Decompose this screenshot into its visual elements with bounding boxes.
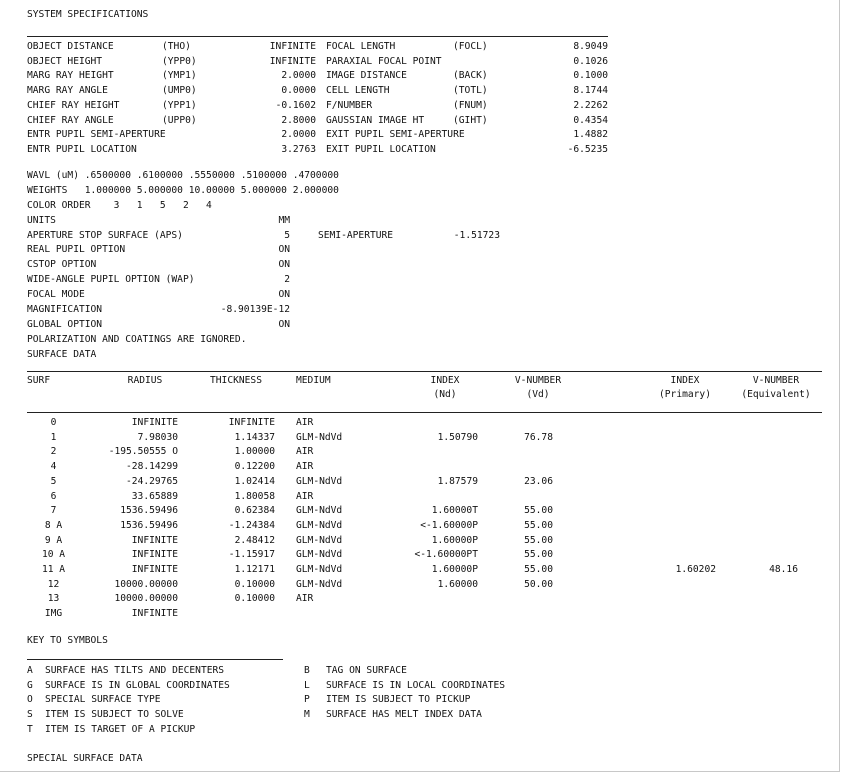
cell-medium: GLM-NdVd (296, 578, 343, 590)
spec-value: 2.0000 (281, 129, 316, 141)
header-surf: SURF (27, 375, 51, 386)
cell-surf: 13 (47, 593, 60, 605)
cell-thickness: 0.10000 (234, 593, 275, 605)
spec-code: (GIHT) (453, 114, 488, 126)
spec-code: (YMP1) (162, 70, 197, 82)
cell-index-primary (652, 461, 716, 473)
cell-medium: GLM-NdVd (296, 549, 343, 561)
aps-label: APERTURE STOP SURFACE (APS) (27, 230, 183, 241)
header-vnumber-equiv-sub: (Equivalent) (741, 389, 811, 400)
cell-radius: INFINITE (131, 608, 178, 620)
cell-vnumber: 50.00 (524, 578, 553, 590)
wap-value: 2 (284, 274, 290, 285)
cell-radius: 10000.00000 (114, 593, 178, 605)
cell-index-primary (652, 417, 716, 429)
cell-medium: AIR (296, 593, 314, 605)
cell-vnumber (500, 417, 553, 429)
cell-vnumber-equiv (740, 476, 798, 488)
cell-index (398, 491, 478, 503)
cell-index: 1.60000T (431, 505, 478, 517)
cell-index-primary (652, 491, 716, 503)
cell-medium: GLM-NdVd (296, 475, 343, 487)
cell-index: <-1.60000P (420, 519, 478, 531)
cell-vnumber-equiv (740, 505, 798, 517)
spec-code: (FOCL) (453, 41, 488, 52)
cell-vnumber: 55.00 (524, 505, 553, 517)
spec-label: ENTR PUPIL SEMI-APERTURE (27, 129, 166, 141)
units-value: MM (278, 215, 290, 226)
cell-index-primary (652, 505, 716, 517)
header-vnumber-equiv: V-NUMBER (752, 375, 800, 386)
cell-index-primary (652, 520, 716, 532)
cell-vnumber: 55.00 (524, 534, 553, 546)
spec-code: (UPP0) (162, 114, 197, 126)
key-symbol: P (304, 694, 310, 706)
header-index-sub: (Nd) (433, 389, 457, 400)
magnification-label: MAGNIFICATION (27, 304, 103, 315)
wap-label: WIDE-ANGLE PUPIL OPTION (WAP) (27, 274, 195, 285)
focal-mode-value: ON (278, 289, 290, 300)
key-symbol: B (304, 665, 310, 676)
cell-vnumber (500, 608, 553, 620)
spec-label: CHIEF RAY HEIGHT (27, 99, 120, 111)
header-vnumber: V-NUMBER (514, 375, 562, 386)
cell-vnumber (500, 461, 553, 473)
key-text: TAG ON SURFACE (326, 665, 407, 676)
spec-code: (UMP0) (162, 85, 197, 97)
cell-radius: -28.14299 (126, 461, 178, 473)
cell-surf: 11 A (41, 564, 66, 575)
cell-radius: -195.50555 O (108, 446, 178, 458)
weights-line: WEIGHTS 1.000000 5.000000 10.00000 5.000000 2.000000 (27, 185, 339, 196)
header-index-primary: INDEX (670, 375, 700, 386)
spec-value: -0.1602 (275, 99, 316, 111)
cell-surf: IMG (44, 608, 63, 620)
key-text: ITEM IS SUBJECT TO SOLVE (45, 709, 184, 721)
cell-radius: INFINITE (131, 534, 178, 546)
cell-index (398, 461, 478, 473)
cell-index: 1.60000 (437, 578, 478, 590)
cell-thickness: 1.14337 (234, 431, 275, 443)
cell-vnumber-equiv (740, 535, 798, 547)
cell-radius: INFINITE (131, 564, 178, 575)
specs-top-rule (27, 36, 608, 37)
cell-index (398, 608, 478, 620)
spec-value: 0.4354 (573, 114, 608, 126)
spec-code: (YPP0) (162, 55, 197, 67)
cell-thickness: -1.15917 (228, 549, 275, 561)
key-text: SURFACE HAS MELT INDEX DATA (326, 709, 482, 721)
header-index-primary-sub: (Primary) (659, 389, 711, 400)
magnification-value: -8.90139E-12 (220, 304, 290, 315)
cell-index-primary: 1.60202 (675, 564, 716, 575)
cell-thickness: 2.48412 (234, 534, 275, 546)
cell-vnumber-equiv: 48.16 (769, 564, 798, 575)
cell-index (398, 593, 478, 605)
cell-thickness: 0.62384 (234, 505, 275, 517)
cell-medium: GLM-NdVd (296, 564, 343, 575)
key-symbol: G (27, 679, 33, 691)
report-title: SYSTEM SPECIFICATIONS (27, 9, 149, 20)
cell-index (398, 446, 478, 458)
spec-label: OBJECT HEIGHT (27, 55, 103, 67)
key-text: SURFACE IS IN LOCAL COORDINATES (326, 679, 506, 691)
cell-thickness: 1.12171 (234, 564, 275, 575)
spec-value: 8.9049 (573, 41, 608, 52)
key-text: SURFACE HAS TILTS AND DECENTERS (45, 665, 225, 676)
spec-label: EXIT PUPIL SEMI-APERTURE (326, 129, 465, 141)
key-symbol: S (27, 709, 33, 721)
cell-medium: GLM-NdVd (296, 519, 343, 531)
units-label: UNITS (27, 215, 56, 226)
wavelengths-line: WAVL (uM) .6500000 .6100000 .5550000 .5100000 .4700000 (27, 170, 339, 181)
special-surface-data-heading: SPECIAL SURFACE DATA (27, 753, 143, 764)
cell-thickness: -1.24384 (228, 519, 275, 531)
cell-radius: 7.98030 (137, 431, 178, 443)
header-thickness: THICKNESS (210, 375, 262, 386)
spec-label: ENTR PUPIL LOCATION (27, 143, 137, 155)
cell-index-primary (652, 432, 716, 444)
cell-index: 1.60000P (431, 564, 478, 575)
cell-vnumber-equiv (740, 593, 798, 605)
cell-surf: 4 (50, 461, 57, 473)
cell-vnumber-equiv (740, 446, 798, 458)
table-header-rule (27, 412, 822, 413)
spec-label: F/NUMBER (326, 99, 373, 111)
spec-value: 0.1026 (573, 55, 608, 67)
cell-index: 1.60000P (431, 534, 478, 546)
cell-vnumber: 55.00 (524, 564, 553, 575)
table-top-rule (27, 371, 822, 372)
spec-value: INFINITE (269, 41, 316, 52)
cell-thickness (200, 608, 275, 620)
cell-medium: AIR (296, 490, 314, 502)
cell-thickness: 0.12200 (234, 461, 275, 473)
spec-value: INFINITE (269, 55, 316, 67)
cell-thickness: 1.80058 (234, 490, 275, 502)
aps-value: 5 (284, 230, 290, 241)
key-text: SPECIAL SURFACE TYPE (45, 694, 161, 706)
cell-vnumber-equiv (740, 491, 798, 503)
cell-radius: INFINITE (131, 549, 178, 561)
spec-code: (BACK) (453, 70, 488, 82)
header-radius: RADIUS (127, 375, 163, 386)
cell-index: 1.50790 (437, 431, 478, 443)
cell-thickness: 1.02414 (234, 475, 275, 487)
spec-value: 3.2763 (281, 143, 316, 155)
spec-label: OBJECT DISTANCE (27, 41, 114, 52)
cell-vnumber (500, 446, 553, 458)
spec-value: 0.0000 (281, 85, 316, 97)
cell-index (398, 417, 478, 429)
cell-vnumber-equiv (740, 432, 798, 444)
cell-index-primary (652, 476, 716, 488)
spec-label: PARAXIAL FOCAL POINT (326, 55, 442, 67)
spec-label: CELL LENGTH (326, 85, 390, 97)
spec-code: (TOTL) (453, 85, 488, 97)
spec-label: CHIEF RAY ANGLE (27, 114, 114, 126)
spec-label: EXIT PUPIL LOCATION (326, 143, 436, 155)
semi-aperture-value: -1.51723 (453, 230, 500, 241)
spec-value: 8.1744 (573, 85, 608, 97)
cell-index: 1.87579 (437, 475, 478, 487)
cell-surf: 1 (50, 431, 57, 443)
cell-index: <-1.60000PT (414, 549, 478, 561)
cell-surf: 7 (50, 505, 57, 517)
cell-vnumber-equiv (740, 549, 798, 561)
cell-medium: GLM-NdVd (296, 431, 343, 443)
key-symbol: A (27, 665, 33, 676)
spec-code: (YPP1) (162, 99, 197, 111)
focal-mode-label: FOCAL MODE (27, 289, 85, 300)
key-text: ITEM IS TARGET OF A PICKUP (45, 723, 196, 735)
real-pupil-label: REAL PUPIL OPTION (27, 244, 126, 255)
cell-surf: 2 (50, 446, 57, 458)
cell-surf: 6 (50, 490, 57, 502)
header-index: INDEX (430, 375, 460, 386)
cell-vnumber-equiv (740, 417, 798, 429)
spec-value: 2.2262 (573, 99, 608, 111)
spec-value: 0.1000 (573, 70, 608, 82)
header-medium: MEDIUM (296, 375, 331, 386)
cell-surf: 8 A (44, 519, 63, 531)
spec-value: 2.8000 (281, 114, 316, 126)
real-pupil-value: ON (278, 244, 290, 255)
cell-surf: 9 A (44, 534, 63, 546)
cstop-value: ON (278, 259, 290, 270)
header-vnumber-sub: (Vd) (526, 389, 550, 400)
spec-value: -6.5235 (567, 143, 608, 155)
cell-radius: 1536.59496 (120, 519, 178, 531)
color-order-line: COLOR ORDER 3 1 5 2 4 (27, 200, 212, 211)
cell-vnumber: 76.78 (524, 431, 553, 443)
spec-value: 1.4882 (573, 129, 608, 141)
cell-index-primary (652, 446, 716, 458)
key-symbol: O (27, 694, 33, 706)
cell-index-primary (652, 593, 716, 605)
cell-vnumber-equiv (740, 579, 798, 591)
cell-radius: -24.29765 (126, 475, 178, 487)
spec-label: FOCAL LENGTH (326, 41, 396, 52)
global-option-label: GLOBAL OPTION (27, 319, 103, 330)
spec-label: MARG RAY ANGLE (27, 85, 108, 97)
cell-vnumber-equiv (740, 520, 798, 532)
cell-surf: 12 (47, 578, 60, 590)
cell-vnumber-equiv (740, 461, 798, 473)
cell-radius: 33.65889 (131, 490, 178, 502)
cell-vnumber (500, 593, 553, 605)
key-symbol: T (27, 723, 33, 735)
cell-medium: AIR (296, 461, 314, 473)
key-symbol: L (304, 679, 310, 691)
cell-medium: GLM-NdVd (296, 534, 343, 546)
cell-vnumber: 55.00 (524, 519, 553, 531)
cell-vnumber: 55.00 (524, 549, 553, 561)
cell-vnumber (500, 491, 553, 503)
cell-surf: 0 (50, 417, 57, 428)
spec-code: (FNUM) (453, 99, 488, 111)
semi-aperture-label: SEMI-APERTURE (318, 230, 394, 241)
cell-index-primary (652, 608, 716, 620)
spec-code: (THO) (162, 41, 191, 52)
key-text: SURFACE IS IN GLOBAL COORDINATES (45, 679, 230, 691)
spec-label: IMAGE DISTANCE (326, 70, 407, 82)
polarization-note: POLARIZATION AND COATINGS ARE IGNORED. (27, 334, 247, 345)
cell-radius: 1536.59496 (120, 505, 178, 517)
cell-radius: 10000.00000 (114, 578, 178, 590)
cell-medium: AIR (296, 417, 314, 428)
cell-medium: AIR (296, 446, 314, 458)
spec-label: MARG RAY HEIGHT (27, 70, 114, 82)
cell-index-primary (652, 579, 716, 591)
key-rule (27, 659, 283, 660)
key-symbol: M (304, 709, 310, 721)
cell-medium: GLM-NdVd (296, 505, 343, 517)
cell-index-primary (652, 549, 716, 561)
cell-thickness: 0.10000 (234, 578, 275, 590)
cell-vnumber: 23.06 (524, 475, 553, 487)
spec-label: GAUSSIAN IMAGE HT (326, 114, 425, 126)
cell-surf: 5 (50, 475, 57, 487)
surface-data-heading: SURFACE DATA (27, 349, 97, 360)
cell-index-primary (652, 535, 716, 547)
cell-thickness: INFINITE (228, 417, 275, 428)
cell-surf: 10 A (41, 549, 66, 561)
cell-vnumber-equiv (740, 608, 798, 620)
cell-radius: INFINITE (131, 417, 178, 428)
spec-value: 2.0000 (281, 70, 316, 82)
global-option-value: ON (278, 319, 290, 330)
cstop-label: CSTOP OPTION (27, 259, 97, 270)
cell-thickness: 1.00000 (234, 446, 275, 458)
key-title: KEY TO SYMBOLS (27, 635, 108, 646)
key-text: ITEM IS SUBJECT TO PICKUP (326, 694, 471, 706)
